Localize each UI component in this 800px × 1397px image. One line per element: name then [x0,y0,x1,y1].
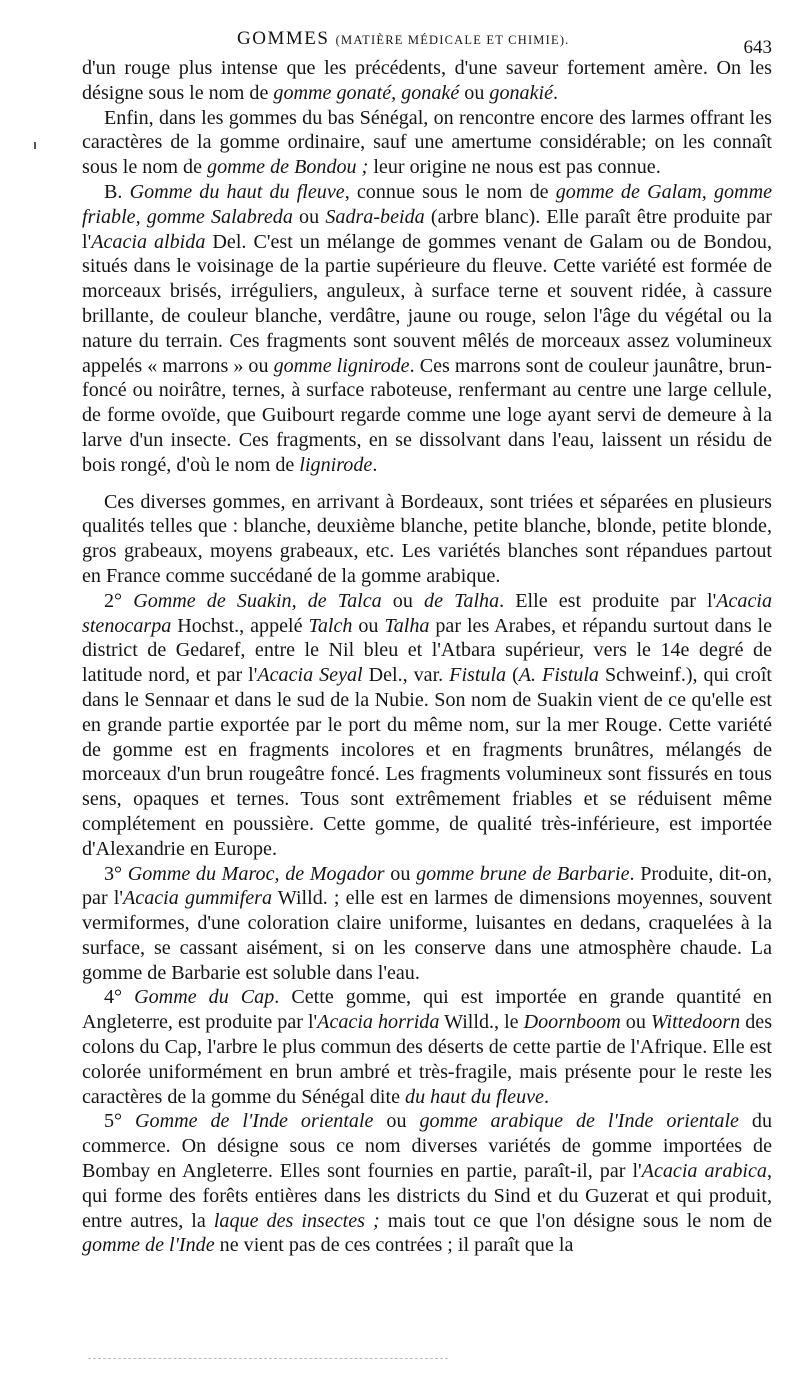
text-run: . [553,81,559,104]
italic-run: Doornboom [523,1011,621,1034]
italic-run: Gomme du Maroc, de Mogador [127,862,385,885]
text-run: 4° [104,986,135,1009]
text-run: ne vient pas de ces contrées ; il paraît que la [214,1234,574,1257]
text-run: 5° [104,1110,136,1133]
italic-run: Wittedoorn [650,1011,741,1034]
italic-run: Talch [308,614,353,637]
text-run: . Elle est produite par l' [499,589,717,612]
running-head [237,28,570,50]
text-run: ( [506,664,519,687]
paragraph-p5 [82,589,772,862]
text-run: . Produite, dit-on, par l' [82,862,772,910]
italic-run: Gomme de l'Inde orientale [135,1110,374,1133]
italic-run: du haut du fleuve [405,1085,544,1108]
text-run: du commerce. On désigne sous ce nom diverses variétés de gomme importées de Bombay en Angleterre. Elles sont fournies en partie, paraît-il, par l' [82,1110,773,1183]
italic-run: Gomme du Cap [134,986,275,1009]
italic-run: de Talha [424,589,500,612]
italic-run: gonakié [489,81,553,104]
text-run: Schweinf.), qui croît dans le Sennaar et dans le sud de la Nubie. Son nom de Suakin vient de ce qu'elle est en grande partie exportée par le port du même nom, sur la mer Rouge. Cette variété de gomme est en fragments incolores et en fragments brunâtres, mélangés de morceaux d'un brun rougeâtre foncé. Les fragments volumineux sont fissurés en tous sens, opaques et ternes. Tous sont extrêmement friables et se réduisent même complétement en poussière. Cette gomme, de qualité très-inférieure, est importée d'Alexandrie en Europe. [82,664,773,860]
text-run: Enfin, dans les gommes du bas Sénégal, on rencontre encore des larmes offrant les caractères de la gomme ordinaire, sauf une amertume considérable; on les connaît sous le nom de [82,106,772,179]
italic-run: Acacia albida [91,230,206,253]
text-run: . [372,453,378,476]
italic-run: gomme arabique de l'Inde orientale [419,1110,739,1133]
italic-run: A. Fistula [518,664,599,687]
text-run: ou [620,1011,651,1034]
running-head-subtitle: (MATIÈRE MÉDICALE ET CHIMIE). [335,33,570,47]
text-run: mais tout ce que l'on désigne sous le nom de [379,1209,772,1232]
page-body [82,56,772,1258]
italic-run: Gomme de Suakin, de Talca [133,589,382,612]
text-run: Hochst., appelé [171,614,309,637]
running-head-title: GOMMES [237,28,330,49]
text-run: 2° [104,589,134,612]
italic-run: Acacia Seyal [257,664,363,687]
text-run: ou [373,1110,420,1133]
text-run: ou [352,614,385,637]
italic-run: Gomme du haut du fleuve [129,180,345,203]
text-run: , qui forme des forêts entières dans les districts du Sind et du Guzerat et qui produit, entre autres, la [82,1160,773,1232]
text-run: Willd., le [439,1011,524,1034]
text-run: , connue sous le nom de [344,180,556,203]
text-run: . Cette gomme, qui est importée en grande quantité en Angleterre, est produite par l' [82,986,773,1034]
italic-run: gomme de l'Inde [82,1234,215,1257]
paragraph-p4 [82,490,772,589]
text-run: d'un rouge plus intense que les précédents, d'une saveur fortement amère. On les désigne sous le nom de [82,57,772,104]
italic-run: laque des insectes ; [213,1209,380,1232]
italic-run: Acacia gummifera [123,887,273,910]
text-run: ou [381,589,425,612]
text-run: par les Arabes, et répandu surtout dans le district de Gedaref, entre le Nil bleu et l'Atbara supérieur, vers le 14e degré de latitude nord, et par l' [82,614,773,687]
text-run: ou [459,81,490,104]
italic-run: Talha [384,614,430,637]
italic-run: gomme brune de Barbarie [416,862,630,885]
italic-run: Acacia arabica [641,1160,767,1183]
text-run: Ces diverses gommes, en arrivant à Bordeaux, sont triées et séparées en plusieurs qualités telles que : blanche, deuxième blanche, petite blanche, blonde, petite blonde, gros grabeaux, moyens grabeaux, etc. Les variétés blanches sont répandues partout en France comme succédané de la gomme arabique. [82,490,772,587]
page-number: 643 [743,37,772,58]
paragraph-p8 [82,1109,772,1258]
italic-run: gomme de Bondou ; [207,156,369,179]
page-header [82,22,772,56]
text-run: leur origine ne nous est pas connue. [368,156,661,179]
italic-run: Fistula [449,664,507,687]
text-run: Willd. ; elle est en larmes de dimensions moyennes, souvent vermiformes, d'une coloration claire uniforme, luisantes en dedans, craquelées à la surface, se cassant aisément, si on les conserve dans une atmosphère chaude. La gomme de Barbarie est soluble dans l'eau. [82,887,772,984]
text-run: Del. C'est un mélange de gommes venant de Galam ou de Bondou, situés dans le voisinage de la partie supérieure du fleuve. Cette variété est formée de morceaux brisés, irréguliers, anguleux, à surface terne et souvent ridée, à cassure brillante, de couleur blanche, verdâtre, jaune ou rouge, selon l'âge du végétal ou la nature du terrain. Ces fragments sont souvent mêlés de morceaux assez volumineux appelés « marrons » ou [82,230,772,377]
text-run: . Ces marrons sont de couleur jaunâtre, brun-foncé ou noirâtre, ternes, à surface raboteuse, renfermant au centre une large cellule, de forme ovoïde, que Guibourt regarde comme une loge ayant servi de demeure à la larve d'un insecte. Ces fragments, en se dissolvant dans l'eau, laissent un résidu de bois rongé, d'où le nom de [82,354,772,476]
text-run: ou [384,862,417,885]
text-run: ou [292,205,326,228]
italic-run: gomme lignirode [273,354,410,377]
paragraph-p1 [82,56,772,106]
paragraph-p7 [82,985,772,1109]
paragraph-p2 [82,106,772,180]
margin-mark [34,142,36,149]
text-run: B. [104,180,130,203]
footer-rule [88,1358,448,1359]
italic-run: gomme gonaté, gonaké [273,81,460,104]
paragraph-p3 [82,180,772,478]
italic-run: Acacia stenocarpa [82,589,773,637]
text-run: des colons du Cap, l'arbre le plus commun des déserts de cette partie de l'Afrique. Elle est colorée uniformément en brun ambré et très-fragile, mais présente pour le reste les caractères de la gomme du Sénégal dite [82,1011,773,1108]
italic-run: Acacia horrida [317,1011,440,1034]
italic-run: gomme de Galam, gomme friable, gomme Salabreda [82,180,772,228]
text-run: . [543,1085,550,1108]
italic-run: Sadra-beida [325,205,425,228]
book-page [82,22,772,1258]
paragraph-p6 [82,862,772,986]
text-run: (arbre blanc). Elle paraît être produite par l' [82,205,773,253]
text-run: Del., var. [362,664,450,687]
italic-run: lignirode [299,453,373,476]
text-run: 3° [104,862,128,885]
